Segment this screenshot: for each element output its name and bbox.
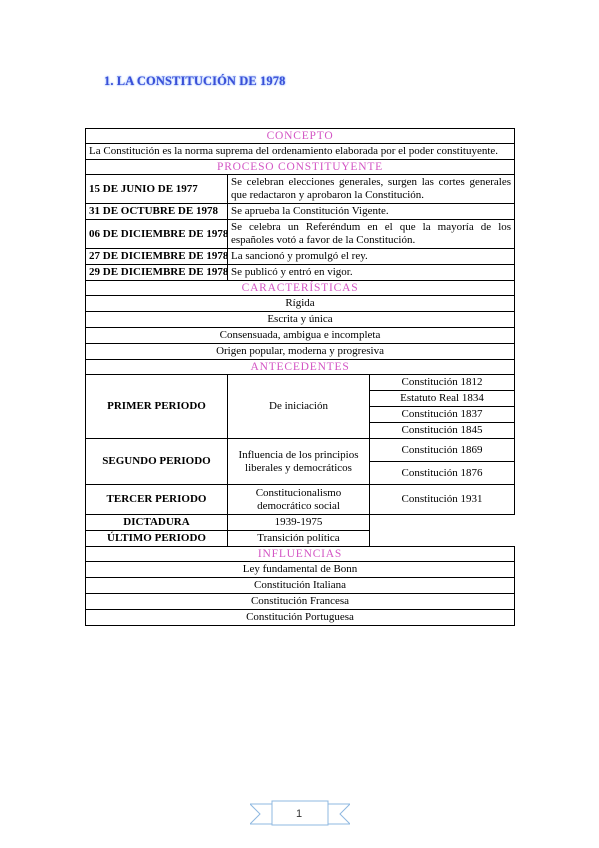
- section-title-concepto: CONCEPTO: [86, 129, 515, 144]
- caracteristica-item: Origen popular, moderna y progresiva: [86, 344, 515, 360]
- section-title-proceso: PROCESO CONSTITUYENTE: [86, 160, 515, 175]
- periodo-desc: Transición política: [228, 531, 370, 547]
- proceso-text: La sancionó y promulgó el rey.: [228, 249, 515, 265]
- document-heading: 1. LA CONSTITUCIÓN DE 1978: [104, 74, 286, 88]
- caracteristica-item: Escrita y única: [86, 312, 515, 328]
- periodo-name: DICTADURA: [86, 515, 228, 531]
- page-number: 1: [295, 808, 303, 820]
- periodo-name: PRIMER PERIODO: [86, 375, 228, 439]
- influencia-item: Constitución Italiana: [86, 578, 515, 594]
- periodo-name: SEGUNDO PERIODO: [86, 439, 228, 485]
- proceso-date: 29 DE DICIEMBRE DE 1978: [86, 265, 228, 281]
- antecedente-item: Estatuto Real 1834: [370, 391, 515, 407]
- antecedente-item: Constitución 1845: [370, 423, 515, 439]
- antecedente-item: Constitución 1837: [370, 407, 515, 423]
- concepto-text: La Constitución es la norma suprema del ordenamiento elaborada por el poder constituyente.: [86, 144, 515, 160]
- section-title-antecedentes: ANTECEDENTES: [86, 360, 515, 375]
- proceso-text: Se celebran elecciones generales, surgen las cortes generales que redactaron y aprobaron la Constitución.: [228, 175, 515, 204]
- proceso-date: 31 DE OCTUBRE DE 1978: [86, 204, 228, 220]
- empty-cell: [370, 531, 515, 547]
- section-title-caracteristicas: CARACTERÍSTICAS: [86, 281, 515, 296]
- periodo-desc: Influencia de los principios liberales y democráticos: [228, 439, 370, 485]
- proceso-text: Se publicó y entró en vigor.: [228, 265, 515, 281]
- influencia-item: Constitución Francesa: [86, 594, 515, 610]
- constitution-table: [85, 128, 515, 626]
- caracteristica-item: Rígida: [86, 296, 515, 312]
- periodo-desc: Constitucionalismo democrático social: [228, 485, 370, 515]
- antecedente-item: Constitución 1931: [370, 485, 515, 515]
- antecedente-item: Constitución 1812: [370, 375, 515, 391]
- influencia-item: Constitución Portuguesa: [86, 610, 515, 626]
- section-title-influencias: INFLUENCIAS: [86, 547, 515, 562]
- proceso-text: Se celebra un Referéndum en el que la mayoría de los españoles votó a favor de la Constitución.: [228, 220, 515, 249]
- periodo-desc: 1939-1975: [228, 515, 370, 531]
- antecedente-item: Constitución 1869: [370, 439, 515, 462]
- periodo-name: TERCER PERIODO: [86, 485, 228, 515]
- proceso-date: 27 DE DICIEMBRE DE 1978: [86, 249, 228, 265]
- proceso-text: Se aprueba la Constitución Vigente.: [228, 204, 515, 220]
- empty-cell: [370, 515, 515, 531]
- periodo-desc: De iniciación: [228, 375, 370, 439]
- antecedente-item: Constitución 1876: [370, 462, 515, 485]
- influencia-item: Ley fundamental de Bonn: [86, 562, 515, 578]
- proceso-date: 06 DE DICIEMBRE DE 1978: [86, 220, 228, 249]
- caracteristica-item: Consensuada, ambigua e incompleta: [86, 328, 515, 344]
- periodo-name: ÚLTIMO PERIODO: [86, 531, 228, 547]
- proceso-date: 15 DE JUNIO DE 1977: [86, 175, 228, 204]
